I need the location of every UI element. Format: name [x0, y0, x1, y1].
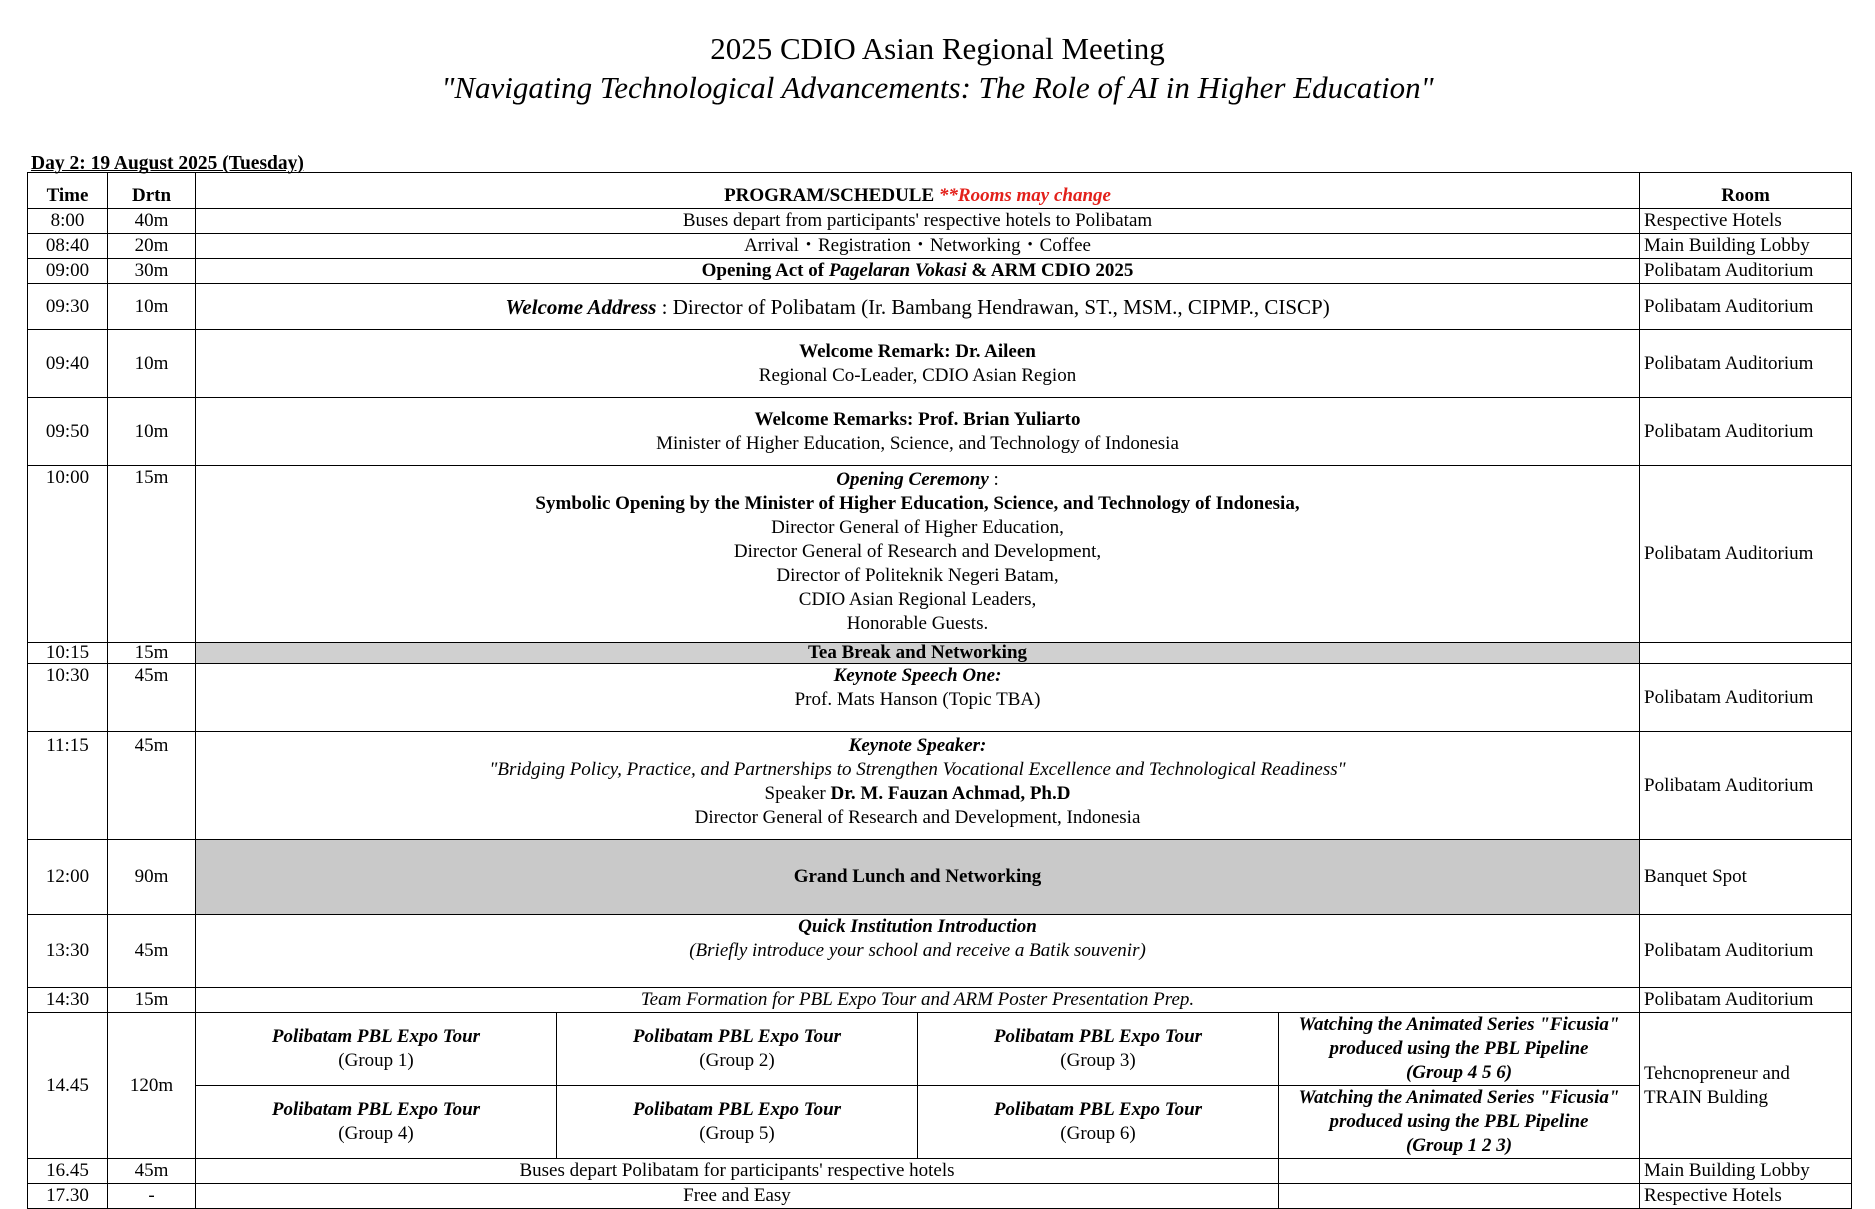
row-duration: 45m [108, 664, 196, 732]
row-room: Banquet Spot [1640, 840, 1852, 915]
header-time: Time [28, 173, 108, 209]
expo-group-cell: Polibatam PBL Expo Tour (Group 5) [557, 1086, 918, 1159]
row-program: Welcome Remarks: Prof. Brian Yuliarto Minister of Higher Education, Science, and Technology of Indonesia [196, 398, 1640, 466]
schedule-table [27, 172, 1852, 1209]
row-room: Polibatam Auditorium [1640, 732, 1852, 840]
row-program: Buses depart from participants' respective hotels to Polibatam [196, 209, 1640, 234]
row-program: Free and Easy [196, 1184, 1279, 1209]
row-duration: 90m [108, 840, 196, 915]
row-room: Tehcnopreneur and TRAIN Bulding [1640, 1013, 1852, 1159]
header-room: Room [1640, 173, 1852, 209]
row-program: Team Formation for PBL Expo Tour and ARM Poster Presentation Prep. [196, 988, 1640, 1013]
row-program: Welcome Remark: Dr. Aileen Regional Co-Leader, CDIO Asian Region [196, 330, 1640, 398]
row-duration: 10m [108, 284, 196, 330]
table-row [28, 234, 1852, 259]
row-room: Main Building Lobby [1640, 1159, 1852, 1184]
row-program: Grand Lunch and Networking [196, 840, 1640, 915]
row-time: 10:30 [28, 664, 108, 732]
header-duration: Drtn [108, 173, 196, 209]
row-duration: 15m [108, 466, 196, 643]
row-room: Polibatam Auditorium [1640, 664, 1852, 732]
row-duration: 40m [108, 209, 196, 234]
table-row [28, 664, 1852, 732]
row-room: Polibatam Auditorium [1640, 330, 1852, 398]
row-program: Arrival・Registration・Networking・Coffee [196, 234, 1640, 259]
row-program: Keynote Speaker: "Bridging Policy, Practice, and Partnerships to Strengthen Vocational Excellence and Technological Readiness" Speaker Dr. M. Fauzan Achmad, Ph.D Director General of Research and Development, Indonesia [196, 732, 1640, 840]
row-duration: 45m [108, 915, 196, 988]
row-time: 8:00 [28, 209, 108, 234]
day-heading: Day 2: 19 August 2025 (Tuesday) [31, 153, 304, 174]
expo-group-cell: Polibatam PBL Expo Tour (Group 6) [918, 1086, 1279, 1159]
table-row [28, 1159, 1852, 1184]
row-duration: 15m [108, 643, 196, 664]
row-room [1640, 643, 1852, 664]
row-time: 10:00 [28, 466, 108, 643]
rooms-may-change-note: **Rooms may change [938, 185, 1111, 206]
row-time: 14.45 [28, 1013, 108, 1159]
table-row [28, 732, 1852, 840]
table-header-row [28, 173, 1852, 209]
table-row [28, 1086, 1852, 1159]
row-room: Polibatam Auditorium [1640, 398, 1852, 466]
table-row [28, 466, 1852, 643]
animated-series-cell: Watching the Animated Series "Ficusia" produced using the PBL Pipeline (Group 4 5 6) [1279, 1013, 1640, 1086]
row-duration: 10m [108, 398, 196, 466]
row-time: 12:00 [28, 840, 108, 915]
expo-group-cell: Polibatam PBL Expo Tour (Group 1) [196, 1013, 557, 1086]
table-row [28, 915, 1852, 988]
row-program: Welcome Address : Director of Polibatam (Ir. Bambang Hendrawan, ST., MSM., CIPMP., CISCP) [196, 284, 1640, 330]
table-row [28, 284, 1852, 330]
row-time: 13:30 [28, 915, 108, 988]
document-title: 2025 CDIO Asian Regional Meeting [710, 31, 1165, 66]
document-subtitle: "Navigating Technological Advancements: The Role of AI in Higher Education" [441, 70, 1434, 105]
row-room: Polibatam Auditorium [1640, 284, 1852, 330]
row-time: 11:15 [28, 732, 108, 840]
row-program: Keynote Speech One: Prof. Mats Hanson (Topic TBA) [196, 664, 1640, 732]
row-room: Respective Hotels [1640, 1184, 1852, 1209]
row-program: Opening Ceremony : Symbolic Opening by the Minister of Higher Education, Science, and Technology of Indonesia, Director General of Higher Education, Director General of Research and Development, Director of Politeknik Negeri Batam, CDIO Asian Regional Leaders, Honorable Guests. [196, 466, 1640, 643]
row-room: Main Building Lobby [1640, 234, 1852, 259]
row-room: Polibatam Auditorium [1640, 988, 1852, 1013]
row-room: Polibatam Auditorium [1640, 259, 1852, 284]
row-duration: 20m [108, 234, 196, 259]
row-duration: 30m [108, 259, 196, 284]
table-row [28, 209, 1852, 234]
table-row [28, 259, 1852, 284]
expo-group-cell: Polibatam PBL Expo Tour (Group 2) [557, 1013, 918, 1086]
row-duration: 45m [108, 732, 196, 840]
row-program: Buses depart Polibatam for participants' respective hotels [196, 1159, 1279, 1184]
empty-cell [1279, 1159, 1640, 1184]
row-time: 10:15 [28, 643, 108, 664]
welcome-address-label: Welcome Address [505, 294, 657, 319]
table-row [28, 643, 1852, 664]
row-time: 09:50 [28, 398, 108, 466]
row-time: 16.45 [28, 1159, 108, 1184]
table-row [28, 398, 1852, 466]
table-row [28, 988, 1852, 1013]
row-room: Polibatam Auditorium [1640, 466, 1852, 643]
animated-series-cell: Watching the Animated Series "Ficusia" produced using the PBL Pipeline (Group 1 2 3) [1279, 1086, 1640, 1159]
row-time: 09:40 [28, 330, 108, 398]
row-duration: 45m [108, 1159, 196, 1184]
row-time: 09:00 [28, 259, 108, 284]
table-row [28, 840, 1852, 915]
row-duration: 120m [108, 1013, 196, 1159]
row-time: 17.30 [28, 1184, 108, 1209]
row-time: 08:40 [28, 234, 108, 259]
row-duration: - [108, 1184, 196, 1209]
row-room: Respective Hotels [1640, 209, 1852, 234]
table-row [28, 330, 1852, 398]
expo-group-cell: Polibatam PBL Expo Tour (Group 4) [196, 1086, 557, 1159]
header-program: PROGRAM/SCHEDULE **Rooms may change [196, 173, 1640, 209]
row-room: Polibatam Auditorium [1640, 915, 1852, 988]
row-program: Opening Act of Pagelaran Vokasi & ARM CDIO 2025 [196, 259, 1640, 284]
expo-group-cell: Polibatam PBL Expo Tour (Group 3) [918, 1013, 1279, 1086]
row-time: 09:30 [28, 284, 108, 330]
row-duration: 10m [108, 330, 196, 398]
row-time: 14:30 [28, 988, 108, 1013]
row-duration: 15m [108, 988, 196, 1013]
table-row [28, 1013, 1852, 1086]
row-program: Quick Institution Introduction (Briefly introduce your school and receive a Batik souvenir) [196, 915, 1640, 988]
row-program: Tea Break and Networking [196, 643, 1640, 664]
